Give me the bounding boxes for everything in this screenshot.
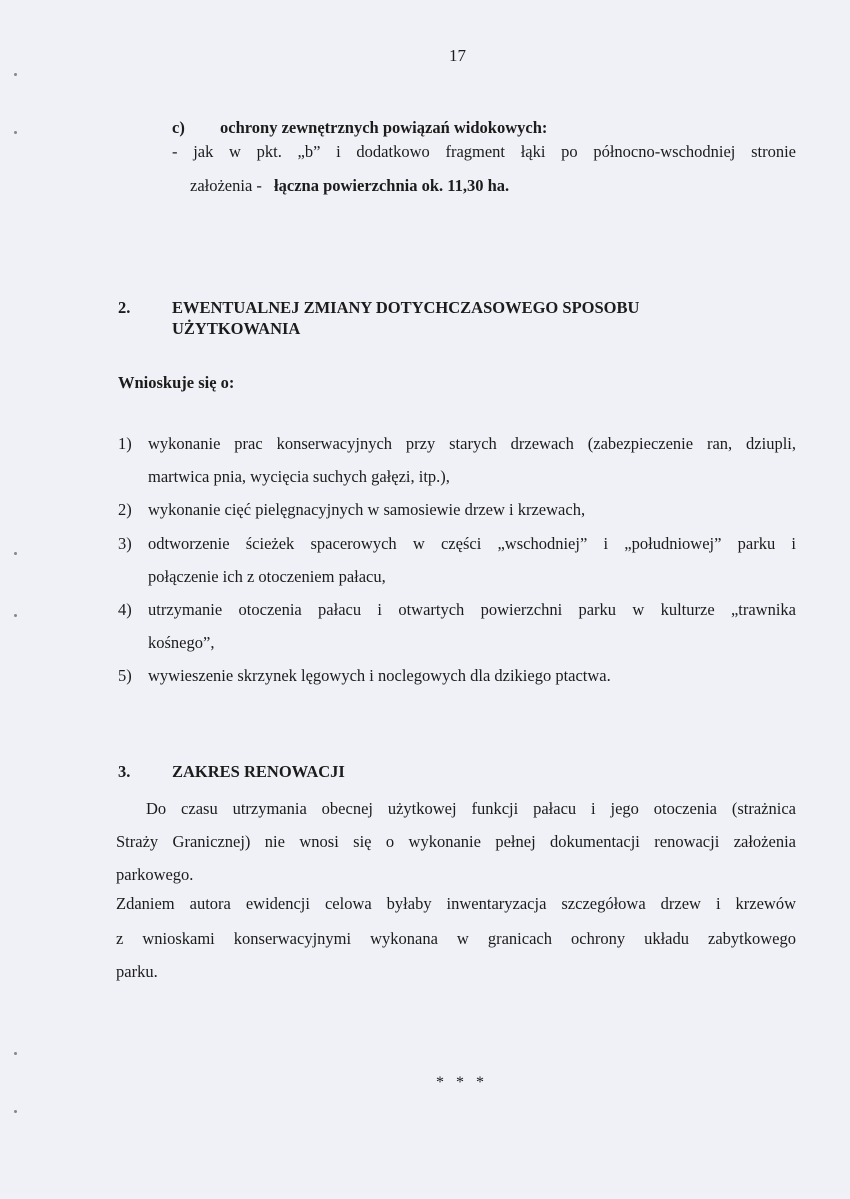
page-number: 17 (449, 46, 466, 65)
section-2-number: 2. (118, 298, 131, 317)
section-3-para1-line3: parkowego. (116, 865, 194, 884)
list-item-text: odtworzenie ścieżek spacerowych w części „wschodniej” i „południowej” parku i (148, 534, 796, 553)
margin-speck (14, 1110, 17, 1113)
margin-speck (14, 1052, 17, 1055)
margin-speck (14, 73, 17, 76)
section-3-para2-line3: parku. (116, 962, 158, 981)
section-2-intro: Wnioskuje się o: (118, 373, 235, 392)
list-item-text: kośnego”, (148, 633, 215, 652)
list-item-number: 4) (118, 600, 132, 619)
section-c-heading: ochrony zewnętrznych powiązań widokowych: (220, 118, 548, 137)
section-c-line2-plain: założenia - (190, 176, 262, 195)
end-mark: * * * (436, 1074, 488, 1091)
margin-speck (14, 552, 17, 555)
section-c-label: c) (172, 118, 185, 137)
section-3-para1-line2: Straży Granicznej) nie wnosi się o wykonanie pełnej dokumentacji renowacji założenia (116, 832, 796, 851)
list-item-text: wywieszenie skrzynek lęgowych i noclegowych dla dzikiego ptactwa. (148, 666, 611, 685)
section-c-line2 (190, 176, 509, 196)
list-item-text: utrzymanie otoczenia pałacu i otwartych powierzchni parku w kulturze „trawnika (148, 600, 796, 619)
section-c-line1: - jak w pkt. „b” i dodatkowo fragment łąki po północno-wschodniej stronie (172, 142, 796, 161)
section-2-heading-line2: UŻYTKOWANIA (172, 319, 301, 338)
section-3-para2-line1: Zdaniem autora ewidencji celowa byłaby inwentaryzacja szczegółowa drzew i krzewów (116, 894, 796, 913)
margin-speck (14, 614, 17, 617)
list-item-text: wykonanie prac konserwacyjnych przy starych drzewach (zabezpieczenie ran, dziupli, (148, 434, 796, 453)
section-3-para2-line2: z wnioskami konserwacyjnymi wykonana w granicach ochrony układu zabytkowego (116, 929, 796, 948)
section-3-para1-line1: Do czasu utrzymania obecnej użytkowej funkcji pałacu i jego otoczenia (strażnica (146, 799, 796, 818)
list-item-text: wykonanie cięć pielęgnacyjnych w samosiewie drzew i krzewach, (148, 500, 586, 519)
section-3-number: 3. (118, 762, 131, 781)
section-3-heading: ZAKRES RENOWACJI (172, 762, 345, 781)
list-item-number: 3) (118, 534, 132, 553)
section-c-area: łączna powierzchnia ok. 11,30 ha. (274, 176, 510, 195)
section-2-heading-line1: EWENTUALNEJ ZMIANY DOTYCHCZASOWEGO SPOSOBU (172, 298, 640, 317)
list-item-text: połączenie ich z otoczeniem pałacu, (148, 567, 386, 586)
list-item-number: 2) (118, 500, 132, 519)
margin-speck (14, 131, 17, 134)
list-item-number: 5) (118, 666, 132, 685)
list-item-text: martwica pnia, wycięcia suchych gałęzi, itp.), (148, 467, 450, 486)
list-item-number: 1) (118, 434, 132, 453)
